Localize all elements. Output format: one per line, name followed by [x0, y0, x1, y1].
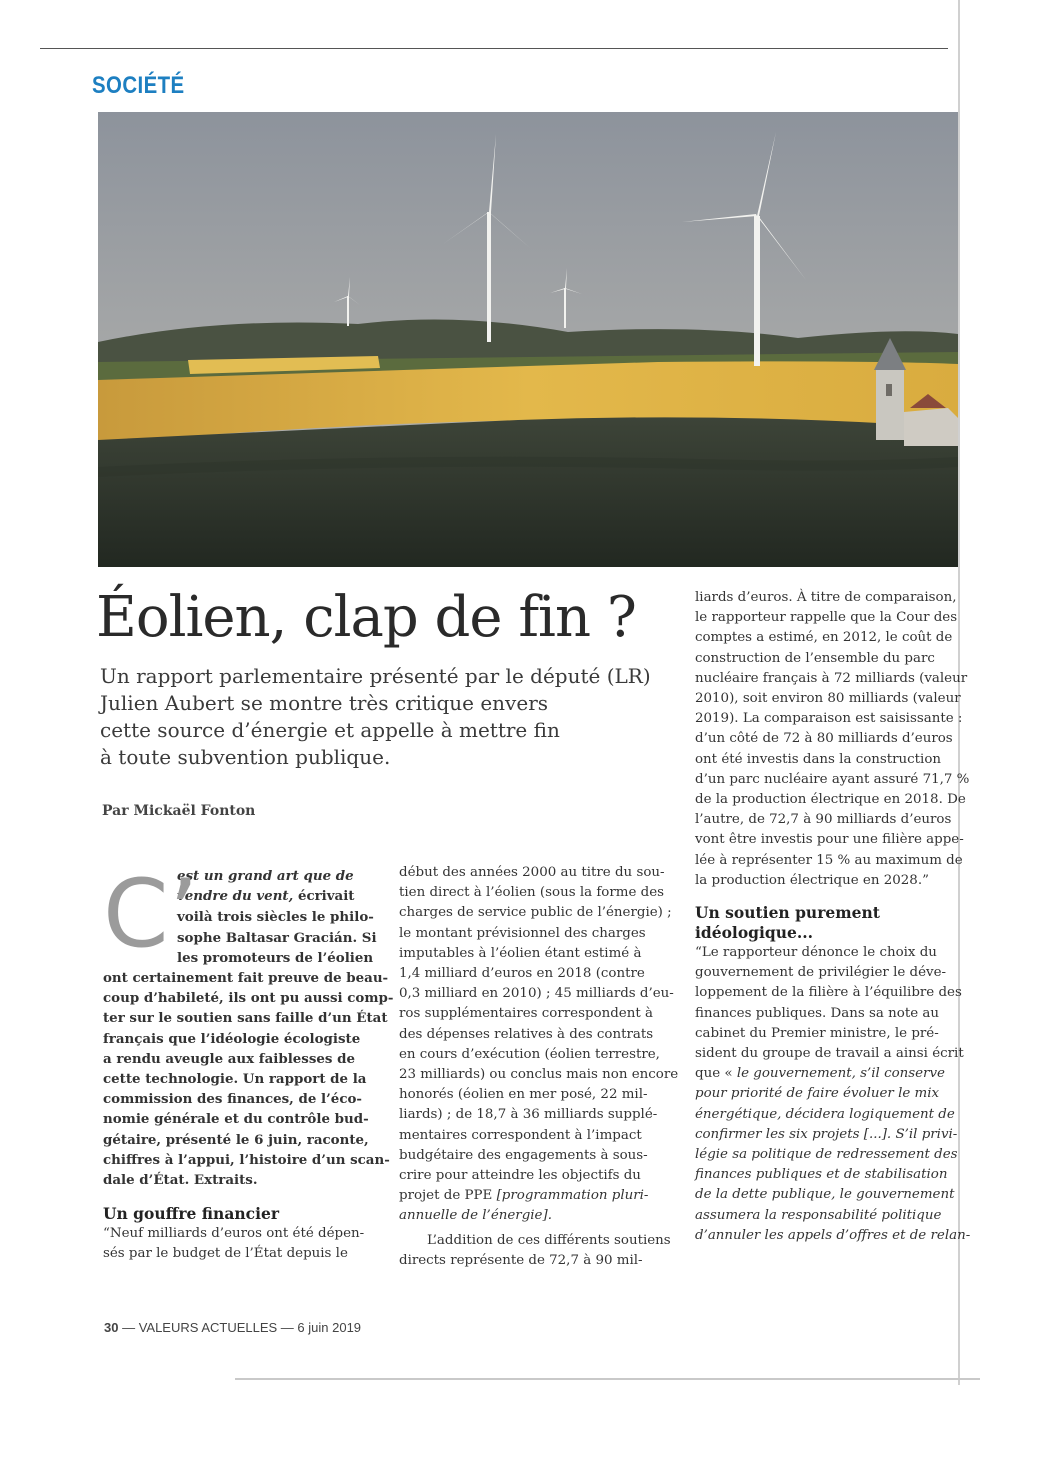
quote-line: pour priorité de faire évoluer le mix: [695, 1086, 940, 1102]
body-line: nucléaire français à 72 milliards (valeur: [695, 670, 968, 686]
intro-line: ter sur le soutien sans faille d’un État: [103, 1010, 388, 1027]
body-line: “Le rapporteur dénonce le choix du: [695, 945, 937, 961]
intro-line: chiffres à l’appui, l’histoire d’un scan-: [103, 1151, 390, 1168]
subhead-soutien: idéologique...: [695, 923, 814, 943]
body-line: d’un parc nucléaire ayant assuré 71,7 %: [695, 771, 970, 787]
body-line: annuelle de l’énergie].: [399, 1208, 552, 1224]
intro-line: a rendu aveugle aux faiblesses de: [103, 1050, 355, 1067]
quote-line: d’annuler les appels d’offres et de relan-: [695, 1227, 971, 1243]
body-line: ont été investis dans la construction: [695, 751, 942, 767]
quote-line: assumera la responsabilité politique: [695, 1207, 942, 1223]
lead-line: cette source d’énergie et appelle à mettre fin: [100, 718, 560, 742]
intro-line: est un grand art que de: [177, 868, 354, 884]
body-line: début des années 2000 au titre du sou-: [399, 865, 665, 880]
column-2: [399, 863, 684, 1271]
page-number: 30: [104, 1320, 119, 1335]
body-line: imputables à l’éolien étant estimé à: [399, 945, 642, 961]
body-line: construction de l’ensemble du parc: [695, 650, 935, 666]
body-line: le rapporteur rappelle que la Cour des: [695, 610, 958, 626]
article-lead: [100, 663, 680, 771]
body-line: l’autre, de 72,7 à 90 milliards d’euros: [695, 812, 952, 828]
wind-farm-photo: [98, 112, 958, 567]
top-rule: [40, 48, 948, 49]
footer-separator: —: [277, 1320, 298, 1335]
footer-separator: —: [118, 1320, 139, 1335]
subhead-gouffre: Un gouffre financier: [103, 1204, 279, 1224]
body-line: cabinet du Premier ministre, le pré-: [695, 1025, 939, 1041]
lead-line: à toute subvention publique.: [100, 745, 391, 769]
body-line: sés par le budget de l’État depuis le: [103, 1246, 348, 1262]
body-line: tien direct à l’éolien (sous la forme des: [399, 885, 665, 901]
quote-prefix: que «: [695, 1066, 737, 1082]
body-line: d’un côté de 72 à 80 milliards d’euros: [695, 731, 953, 747]
body-line: budgétaire des engagements à sous-: [399, 1147, 648, 1163]
body-line: “Neuf milliards d’euros ont été dépen-: [103, 1226, 365, 1242]
intro-line: dale d’État. Extraits.: [103, 1172, 258, 1189]
intro-line: coup d’habileté, ils ont pu aussi comp-: [103, 990, 394, 1007]
intro-line: voilà trois siècles le philo-: [177, 909, 374, 926]
column-3: [695, 588, 971, 1246]
body-line: vont être investis pour une filière appe-: [695, 832, 964, 848]
body-line: loppement de la filière à l’équilibre des: [695, 985, 962, 1001]
body-line: lée à représenter 15 % au maximum de: [695, 852, 963, 868]
body-line: L’addition de ces différents soutiens: [427, 1232, 671, 1248]
body-line: 23 milliards) ou conclus mais non encore: [399, 1067, 679, 1083]
subhead-soutien: Un soutien purement: [695, 903, 880, 923]
body-line: charges de service public de l’énergie) ;: [399, 905, 672, 921]
section-label: SOCIÉTÉ: [92, 72, 185, 99]
body-line: comptes a estimé, en 2012, le coût de: [695, 630, 953, 646]
body-line: 1,4 milliard d’euros en 2018 (contre: [399, 966, 645, 982]
intro-line: commission des finances, de l’éco-: [103, 1091, 362, 1108]
body-line: la production électrique en 2028.”: [695, 872, 929, 888]
body-line: ros supplémentaires correspondent à: [399, 1006, 653, 1022]
intro-line: gétaire, présenté le 6 juin, raconte,: [103, 1131, 369, 1148]
body-line: le montant prévisionnel des charges: [399, 925, 646, 941]
lead-line: Julien Aubert se montre très critique envers: [100, 691, 549, 715]
intro-tail: écrivait: [293, 888, 355, 905]
body-line: 2010), soit environ 80 milliards (valeur: [695, 691, 961, 707]
body-line: en cours d’exécution (éolien terrestre,: [399, 1046, 660, 1062]
body-line: honorés (éolien en mer posé, 22 mil-: [399, 1087, 648, 1103]
intro-line: ont certainement fait preuve de beau-: [103, 970, 389, 987]
body-line: mentaires correspondent à l’impact: [399, 1127, 642, 1143]
body-line: [695, 1064, 960, 1084]
intro-line: cette technologie. Un rapport de la: [103, 1071, 367, 1088]
quote-line: finances publiques et de stabilisation: [695, 1167, 948, 1183]
intro-line: sophe Baltasar Gracián. Si: [177, 929, 377, 946]
quote-italic: le gouvernement, s’il conserve: [736, 1066, 945, 1082]
intro-line: français que l’idéologie écologiste: [103, 1030, 361, 1047]
byline: Par Mickaël Fonton: [102, 803, 256, 819]
body-line: gouvernement de privilégier le déve-: [695, 965, 947, 981]
page-bottom-edge: [235, 1378, 980, 1380]
column-1: [103, 860, 394, 1265]
quote-line: confirmer les six projets [...]. S’il privi-: [695, 1126, 958, 1142]
body-line: liards) ; de 18,7 à 36 milliards supplé-: [399, 1107, 658, 1123]
drop-cap: C’: [103, 860, 199, 969]
body-line: crire pour atteindre les objectifs du: [399, 1168, 641, 1184]
magazine-name: VALEURS ACTUELLES: [138, 1320, 278, 1335]
body-line: 0,3 milliard en 2010) ; 45 milliards d’eu-: [399, 986, 674, 1002]
body-line: des dépenses relatives à des contrats: [399, 1026, 654, 1042]
ppe-italic: [programmation pluri-: [496, 1188, 649, 1204]
body-line: directs représente de 72,7 à 90 mil-: [399, 1252, 643, 1268]
intro-line: [177, 886, 388, 907]
ppe-prefix: projet de PPE: [399, 1188, 497, 1204]
article-title: Éolien, clap de fin ?: [96, 585, 636, 650]
page-footer: [104, 1320, 361, 1335]
intro-italic: vendre du vent,: [177, 888, 294, 905]
body-line: 2019). La comparaison est saisissante :: [695, 711, 963, 727]
body-line: de la production électrique en 2018. De: [695, 792, 966, 808]
body-line: finances publiques. Dans sa note au: [695, 1005, 939, 1021]
issue-date: 6 juin 2019: [297, 1320, 362, 1335]
body-line: liards d’euros. À titre de comparaison,: [695, 590, 957, 605]
intro-line: nomie générale et du contrôle bud-: [103, 1111, 369, 1128]
body-line: sident du groupe de travail a ainsi écrit: [695, 1046, 964, 1062]
quote-line: légie sa politique de redressement des: [695, 1147, 958, 1163]
body-line: [399, 1186, 684, 1206]
intro-line: les promoteurs de l’éolien: [177, 949, 374, 966]
quote-line: de la dette publique, le gouvernement: [695, 1187, 955, 1203]
quote-line: énergétique, décidera logiquement de: [695, 1106, 955, 1122]
lead-line: Un rapport parlementaire présenté par le député (LR): [100, 664, 651, 688]
